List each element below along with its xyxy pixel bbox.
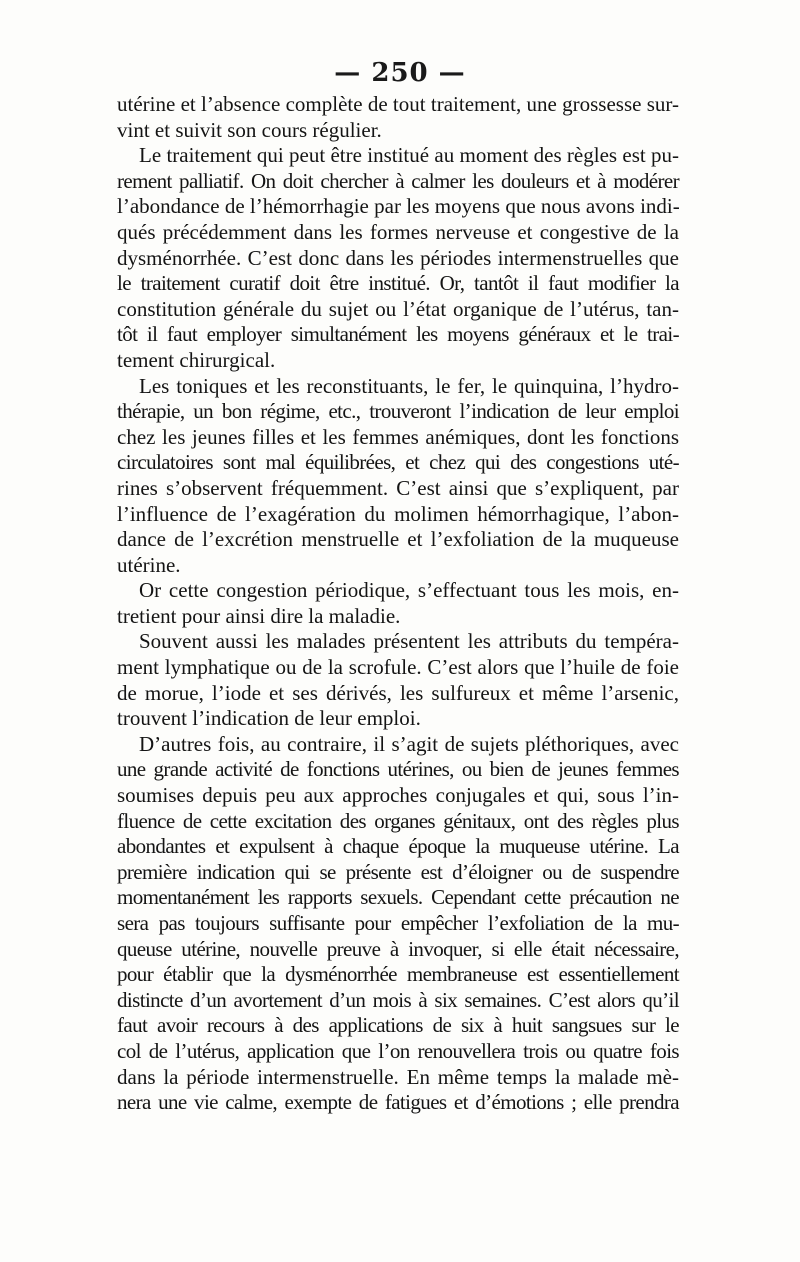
page-number: — 250 — (334, 58, 466, 88)
text-line: utérine. (117, 552, 181, 577)
text-line: rines s’observent fréquemment. C’est ainsi que s’expliquent, par (117, 475, 679, 500)
text-line: nera une vie calme, exempte de fatigues et d’émotions ; elle prendra (117, 1090, 679, 1115)
text-line: sera pas toujours suffisante pour empêcher l’exfoliation de la mu- (117, 911, 679, 935)
text-line: dance de l’excrétion menstruelle et l’exfoliation de la muqueuse (117, 527, 679, 552)
text-line: tretient pour ainsi dire la maladie. (117, 603, 401, 628)
text-line: Souvent aussi les malades présentent les attributs du tempéra- (139, 629, 679, 654)
text-line: qués précédemment dans les formes nerveuse et congestive de la (117, 219, 679, 244)
text-line: dysménorrhée. C’est donc dans les périodes intermenstruelles que (117, 245, 679, 270)
paragraph (117, 629, 679, 731)
text-line: Le traitement qui peut être institué au moment des règles est pu- (139, 143, 679, 168)
text-line: circulatoires sont mal équilibrées, et chez qui des congestions uté- (117, 450, 679, 475)
text-line: thérapie, un bon régime, etc., trouveront l’indication de leur emploi (117, 399, 679, 424)
text-line: distincte d’un avortement d’un mois à six semaines. C’est alors qu’il (117, 987, 679, 1012)
text-line: pour établir que la dysménorrhée membraneuse est essentiellement (117, 962, 679, 987)
text-line: col de l’utérus, application que l’on renouvellera trois ou quatre fois (117, 1038, 679, 1063)
text-line: faut avoir recours à des applications de six à huit sangsues sur le (117, 1013, 679, 1038)
text-line: tement chirurgical. (117, 347, 276, 372)
text-line: tôt il faut employer simultanément les moyens généraux et le trai- (117, 322, 679, 347)
text-line: Les toniques et les reconstituants, le fer, le quinquina, l’hydro- (139, 373, 679, 398)
text-line: D’autres fois, au contraire, il s’agit de sujets pléthoriques, avec (139, 731, 679, 756)
text-line: une grande activité de fonctions utérines, ou bien de jeunes femmes (117, 757, 679, 782)
paragraph (117, 374, 679, 579)
text-line: ment lymphatique ou de la scrofule. C’est alors que l’huile de foie (117, 655, 679, 680)
text-line: Or cette congestion périodique, s’effectuant tous les mois, en- (139, 578, 679, 603)
text-line: l’abondance de l’hémorrhagie par les moyens que nous avons indi- (117, 194, 680, 219)
text-line: momentanément les rapports sexuels. Cependant cette précaution ne (117, 885, 679, 910)
text-line: chez les jeunes filles et les femmes anémiques, dont les fonctions (117, 424, 679, 449)
body-text (117, 92, 679, 1116)
text-line: le traitement curatif doit être institué. Or, tantôt il faut modifier la (117, 271, 679, 296)
paragraph (117, 143, 679, 373)
text-line: trouvent l’indication de leur emploi. (117, 706, 421, 731)
text-line: queuse utérine, nouvelle preuve à invoquer, si elle était nécessaire, (117, 936, 679, 961)
text-line: vint et suivit son cours régulier. (117, 117, 382, 142)
text-line: fluence de cette excitation des organes génitaux, ont des règles plus (117, 808, 679, 833)
text-line: rement palliatif. On doit chercher à calmer les douleurs et à modérer (117, 168, 679, 193)
text-line: dans la période intermenstruelle. En même temps la malade mè- (117, 1064, 679, 1089)
paragraph (117, 732, 679, 1116)
text-line: abondantes et expulsent à chaque époque la muqueuse utérine. La (117, 834, 679, 859)
text-line: de morue, l’iode et ses dérivés, les sulfureux et même l’arsenic, (117, 680, 679, 705)
paragraph (117, 92, 679, 143)
text-line: soumises depuis peu aux approches conjugales et qui, sous l’in- (117, 783, 679, 808)
text-line: utérine et l’absence complète de tout traitement, une grossesse sur- (117, 92, 679, 116)
text-line: constitution générale du sujet ou l’état organique de l’utérus, tan- (117, 296, 679, 321)
text-line: l’influence de l’exagération du molimen hémorrhagique, l’abon- (117, 501, 679, 526)
paragraph (117, 578, 679, 629)
text-line: première indication qui se présente est d’éloigner ou de suspendre (117, 859, 679, 884)
